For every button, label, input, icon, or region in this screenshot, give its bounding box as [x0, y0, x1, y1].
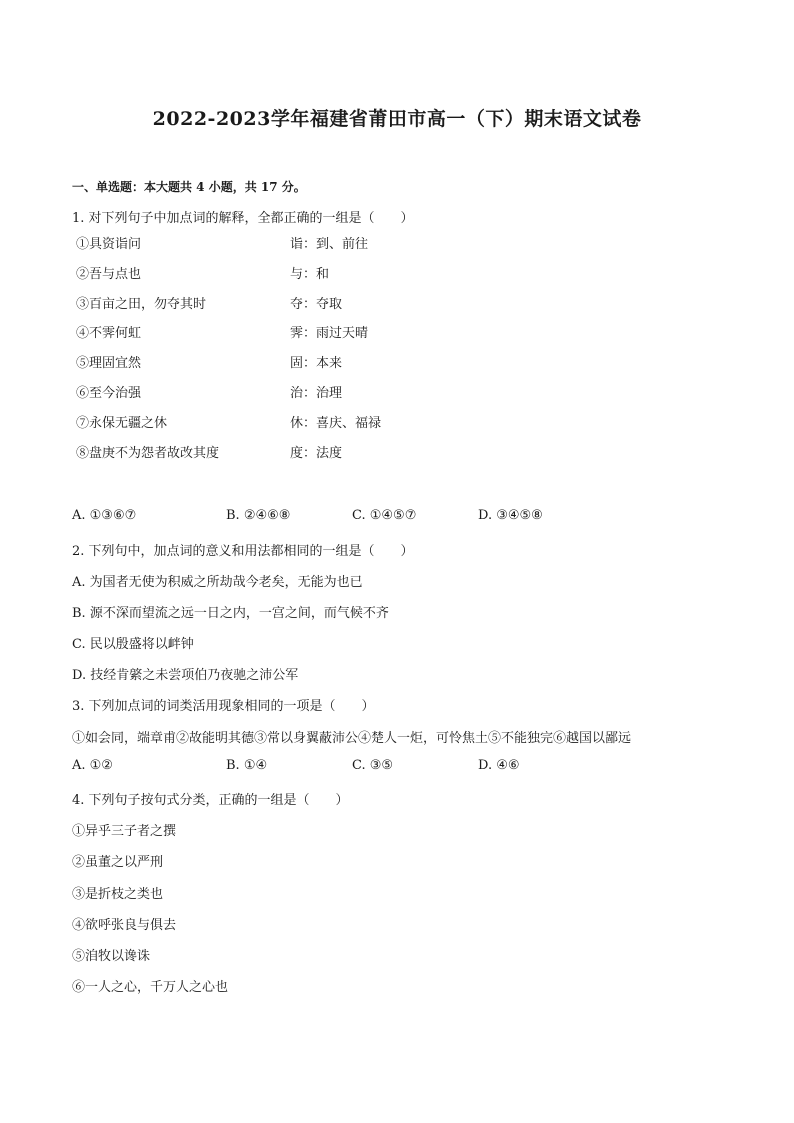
q1-item-definition: 治：治理	[290, 386, 343, 401]
q3-option-d[interactable]: D. ④⑥	[478, 758, 520, 773]
q1-item: ⑧盘庚不为怨者故改其度	[76, 446, 220, 461]
q4-item: ⑥一人之心，千万人之心也	[72, 980, 229, 995]
q1-option-a[interactable]: A. ①③⑥⑦	[72, 508, 137, 523]
question-3-stem: 3. 下列加点词的词类活用现象相同的一项是（ ）	[72, 699, 375, 714]
q1-item-definition: 与：和	[290, 267, 330, 282]
q3-items-line: ①如会同，端章甫②故能明其德③常以身翼蔽沛公④楚人一炬，可怜焦土⑤不能独完⑥越国以鄙远	[72, 731, 632, 746]
q2-option-c[interactable]: C. 民以殷盛将以衅钟	[72, 637, 194, 652]
q4-item: ⑤洎牧以谗诛	[72, 949, 151, 964]
q1-item: ⑥至今治强	[76, 386, 142, 401]
q1-item-definition: 度：法度	[290, 446, 343, 461]
q1-item: ⑤理固宜然	[76, 356, 142, 371]
question-1-stem: 1. 对下列句子中加点词的解释，全都正确的一组是（ ）	[72, 211, 414, 226]
q2-option-d[interactable]: D. 技经肯綮之未尝项伯乃夜驰之沛公军	[72, 668, 299, 683]
q4-item: ③是折枝之类也	[72, 887, 164, 902]
q1-item: ②吾与点也	[76, 267, 142, 282]
q1-option-b[interactable]: B. ②④⑥⑧	[226, 508, 291, 523]
q4-item: ①异乎三子者之撰	[72, 824, 177, 839]
q1-item: ①具资诣问	[76, 237, 142, 252]
q1-item-definition: 休：喜庆、福禄	[290, 416, 382, 431]
q4-item: ②虽董之以严刑	[72, 855, 164, 870]
q1-option-c[interactable]: C. ①④⑤⑦	[352, 508, 417, 523]
q3-option-b[interactable]: B. ①④	[226, 758, 268, 773]
question-2-stem: 2. 下列句中，加点词的意义和用法都相同的一组是（ ）	[72, 544, 414, 559]
q1-item: ③百亩之田，勿夺其时	[76, 297, 207, 312]
section-heading: 一、单选题：本大题共 4 小题，共 17 分。	[72, 180, 306, 194]
q1-item-definition: 固：本来	[290, 356, 343, 371]
q4-item: ④欲呼张良与俱去	[72, 918, 177, 933]
q2-option-b[interactable]: B. 源不深而望流之远一日之内，一宫之间，而气候不齐	[72, 606, 389, 621]
q1-item: ⑦永保无疆之休	[76, 416, 168, 431]
q1-item-definition: 诣：到、前往	[290, 237, 369, 252]
question-4-stem: 4. 下列句子按句式分类，正确的一组是（ ）	[72, 793, 349, 808]
q1-option-d[interactable]: D. ③④⑤⑧	[478, 508, 543, 523]
page-title: 2022-2023学年福建省莆田市高一（下）期末语文试卷	[152, 108, 642, 130]
q3-option-a[interactable]: A. ①②	[72, 758, 113, 773]
q1-item-definition: 霁：雨过天晴	[290, 326, 369, 341]
q3-option-c[interactable]: C. ③⑤	[352, 758, 394, 773]
q2-option-a[interactable]: A. 为国者无使为积威之所劫哉今老矣，无能为也已	[72, 575, 363, 590]
q1-item: ④不霁何虹	[76, 326, 142, 341]
q1-item-definition: 夺：夺取	[290, 297, 343, 312]
